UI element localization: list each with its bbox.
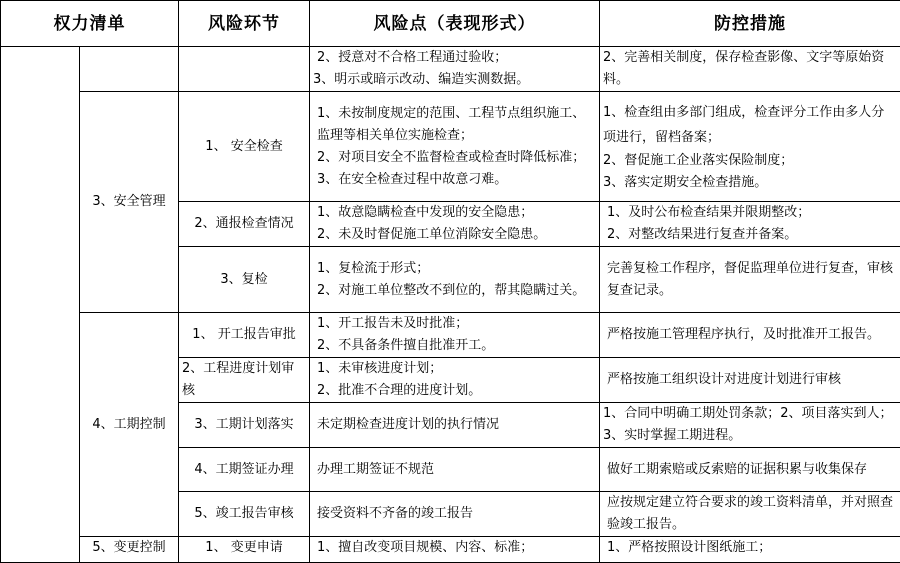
table-row: [1, 537, 900, 563]
risk-point-line: 2、授意对不合格工程通过验收；: [313, 47, 596, 69]
control-measure-line: 严格按施工管理程序执行，及时批准开工报告。: [603, 324, 897, 346]
header-control-measure: 防控措施: [600, 1, 900, 47]
risk-link-cell: 3、复检: [179, 247, 310, 313]
control-measure-line: 完善复检工作程序，督促监理单位进行复查，审核复查记录。: [603, 258, 897, 302]
risk-point-line: 1、故意隐瞒检查中发现的安全隐患；: [313, 202, 596, 224]
risk-link-cell: 2、通报检查情况: [179, 202, 310, 247]
risk-point-line: 3、明示或暗示改动、编造实测数据。: [313, 69, 596, 91]
risk-point-cell: [310, 537, 600, 563]
risk-point-line: 2、批准不合理的进度计划。: [313, 380, 596, 402]
header-risk-point: 风险点（表现形式）: [310, 1, 600, 47]
risk-point-line: 1、擅自改变项目规模、内容、标准；: [313, 537, 596, 559]
risk-point-line: 2、对项目安全不监督检查或检查时降低标准；: [313, 147, 596, 169]
control-measure-line: 做好工期索赔或反索赔的证据积累与收集保存: [603, 459, 897, 481]
risk-link-cell: [179, 47, 310, 92]
risk-point-line: 1、未审核进度计划；: [313, 358, 596, 380]
header-power-list: 权力清单: [1, 1, 179, 47]
risk-point-cell: [310, 247, 600, 313]
table-row: [1, 47, 900, 92]
risk-point-cell: [310, 358, 600, 403]
control-measure-cell: [600, 247, 900, 313]
control-measure-cell: [600, 403, 900, 448]
risk-link-cell: 4、工期签证办理: [179, 448, 310, 492]
risk-point-cell: [310, 202, 600, 247]
risk-point-cell: [310, 448, 600, 492]
control-measure-line: 2、完善相关制度，保存检查影像、文字等原始资料。: [603, 47, 897, 91]
control-measure-line: 1、合同中明确工期处罚条款；2、项目落实到人；3、实时掌握工期进程。: [603, 403, 897, 447]
control-measure-line: 严格按施工组织设计对进度计划进行审核: [603, 369, 897, 391]
control-measure-cell: [600, 448, 900, 492]
header-row: [1, 1, 900, 47]
risk-point-line: 2、对施工单位整改不到位的，帮其隐瞒过关。: [313, 280, 596, 302]
control-measure-line: 1、及时公布检查结果并限期整改；: [603, 202, 897, 224]
table-row: [1, 92, 900, 202]
control-measure-line: 1、检查组由多部门组成，检查评分工作由多人分项进行，留档备案；: [603, 100, 897, 150]
control-measure-cell: [600, 92, 900, 202]
risk-point-line: 办理工期签证不规范: [313, 459, 596, 481]
control-measure-cell: [600, 492, 900, 537]
risk-point-cell: [310, 47, 600, 92]
risk-point-line: 1、未按制度规定的范围、工程节点组织施工、监理等相关单位实施检查；: [313, 103, 596, 147]
risk-link-cell: 1、 安全检查: [179, 92, 310, 202]
category-cell-empty: [80, 47, 179, 92]
risk-point-cell: [310, 403, 600, 448]
header-risk-link: 风险环节: [179, 1, 310, 47]
risk-link-cell: 3、工期计划落实: [179, 403, 310, 448]
risk-point-line: 2、不具备条件擅自批准开工。: [313, 335, 596, 357]
risk-point-line: 3、在安全检查过程中故意刁难。: [313, 169, 596, 191]
risk-point-line: 未定期检查进度计划的执行情况: [313, 414, 596, 436]
control-measure-cell: [600, 537, 900, 563]
risk-point-cell: [310, 492, 600, 537]
risk-point-line: 1、复检流于形式；: [313, 258, 596, 280]
control-measure-line: 2、督促施工企业落实保险制度；: [603, 150, 897, 172]
risk-link-cell: 2、工程进度计划审核: [179, 358, 310, 403]
risk-point-line: 1、开工报告未及时批准；: [313, 313, 596, 335]
risk-point-cell: [310, 313, 600, 358]
control-measure-line: 2、对整改结果进行复查并备案。: [603, 224, 897, 246]
outer-category-cell: [1, 47, 80, 563]
risk-point-line: 接受资料不齐备的竣工报告: [313, 503, 596, 525]
category-change: 5、变更控制: [80, 537, 179, 563]
control-measure-cell: [600, 358, 900, 403]
category-schedule: 4、工期控制: [80, 313, 179, 537]
risk-point-line: 2、未及时督促施工单位消除安全隐患。: [313, 224, 596, 246]
risk-link-cell: 5、竣工报告审核: [179, 492, 310, 537]
category-safety: 3、安全管理: [80, 92, 179, 313]
control-measure-cell: [600, 47, 900, 92]
risk-link-cell: 1、 开工报告审批: [179, 313, 310, 358]
control-measure-cell: [600, 202, 900, 247]
control-measure-line: 3、落实定期安全检查措施。: [603, 172, 897, 194]
risk-link-cell: 1、 变更申请: [179, 537, 310, 563]
control-measure-line: 应按规定建立符合要求的竣工资料清单，并对照查验竣工报告。: [603, 492, 897, 536]
table-row: [1, 313, 900, 358]
control-measure-cell: [600, 313, 900, 358]
control-measure-line: 1、严格按照设计图纸施工；: [603, 537, 897, 559]
risk-point-cell: [310, 92, 600, 202]
